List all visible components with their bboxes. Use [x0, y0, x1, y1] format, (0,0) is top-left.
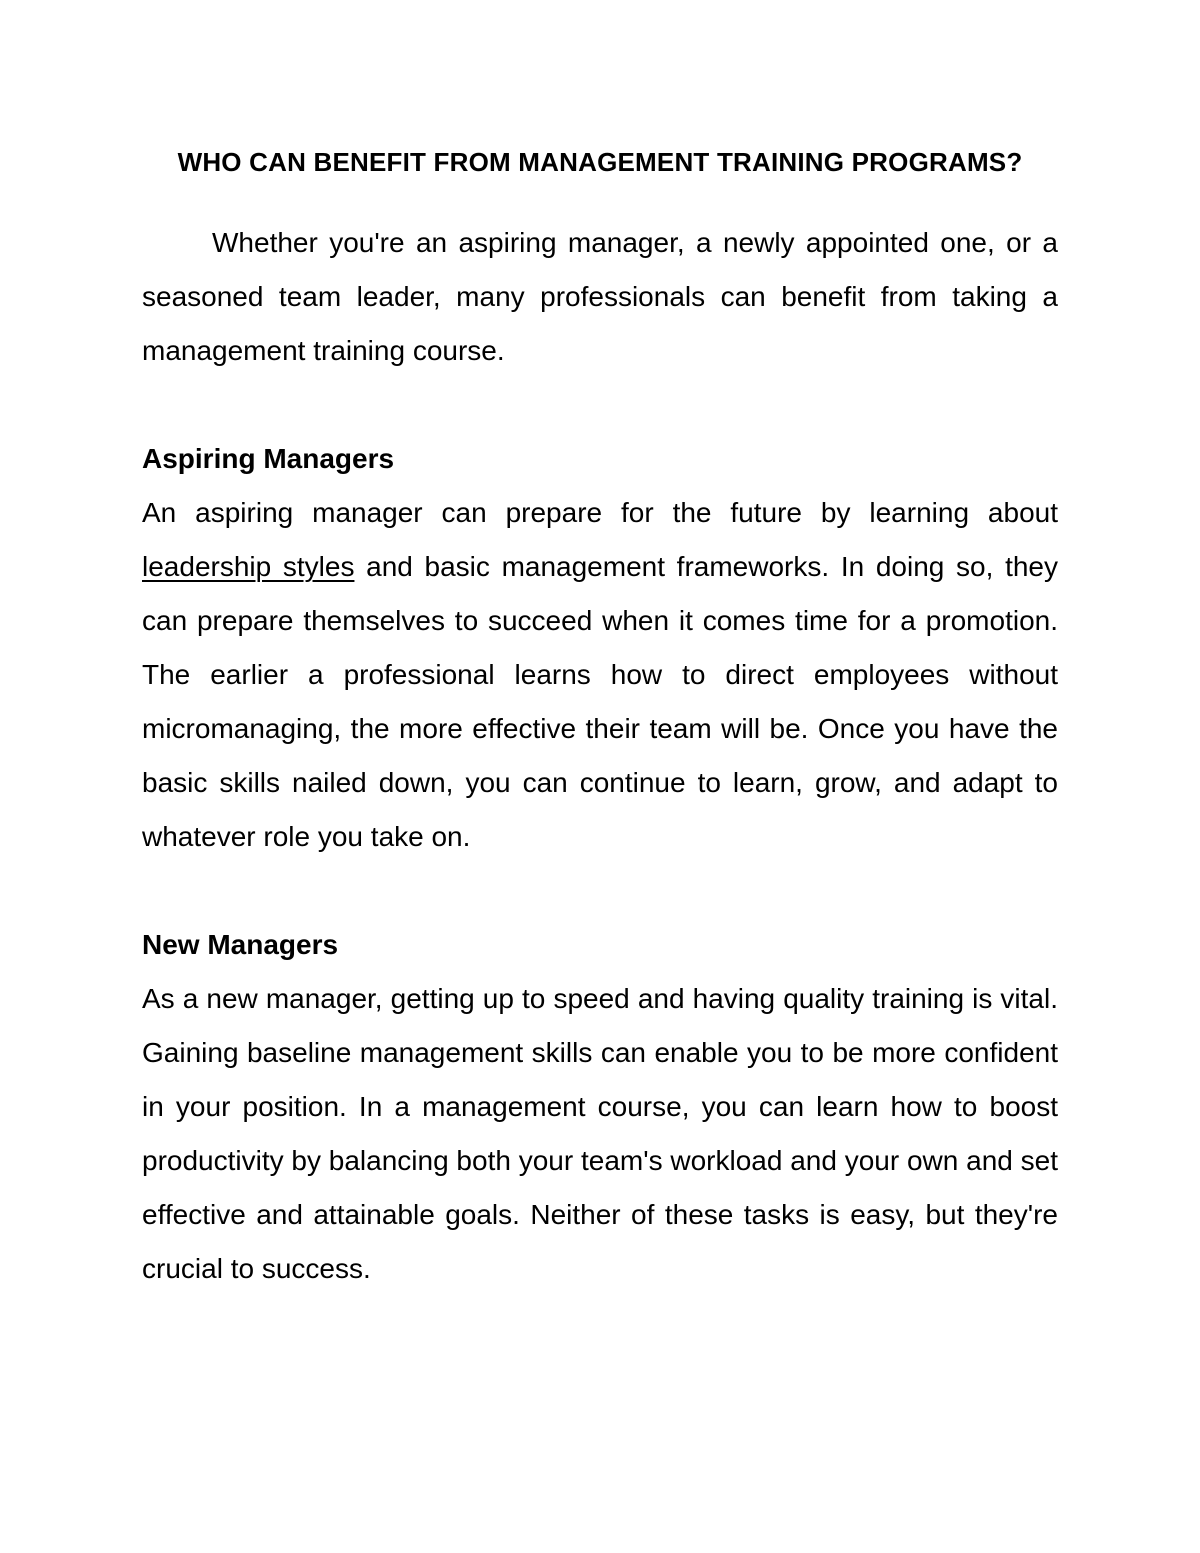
new-managers-paragraph: As a new manager, getting up to speed and having quality training is vital. Gaining baseline management skills can enable you to be more confident in your position. In a management course, you can learn how to boost productivity by balancing both your team's workload and your own and set effective and attainable goals. Neither of these tasks is easy, but they're crucial to success.	[142, 983, 1058, 1284]
aspiring-managers-text-start: An aspiring manager can prepare for the future by learning about	[142, 497, 1058, 528]
aspiring-managers-paragraph	[142, 486, 1058, 864]
aspiring-managers-text-end: and basic management frameworks. In doing so, they can prepare themselves to succeed when it comes time for a promotion. The earlier a professional learns how to direct employees without micromanaging, the more effective their team will be. Once you have the basic skills nailed down, you can continue to learn, grow, and adapt to whatever role you take on.	[142, 551, 1058, 852]
section-heading-new-managers: New Managers	[142, 929, 339, 960]
leadership-styles-link[interactable]: leadership styles	[142, 551, 355, 582]
document-title: WHO CAN BENEFIT FROM MANAGEMENT TRAINING PROGRAMS?	[177, 147, 1023, 177]
intro-paragraph: Whether you're an aspiring manager, a newly appointed one, or a seasoned team leader, many professionals can benefit from taking a management training course.	[142, 227, 1058, 366]
section-heading-aspiring-managers: Aspiring Managers	[142, 443, 395, 474]
document-body	[142, 135, 1058, 1296]
